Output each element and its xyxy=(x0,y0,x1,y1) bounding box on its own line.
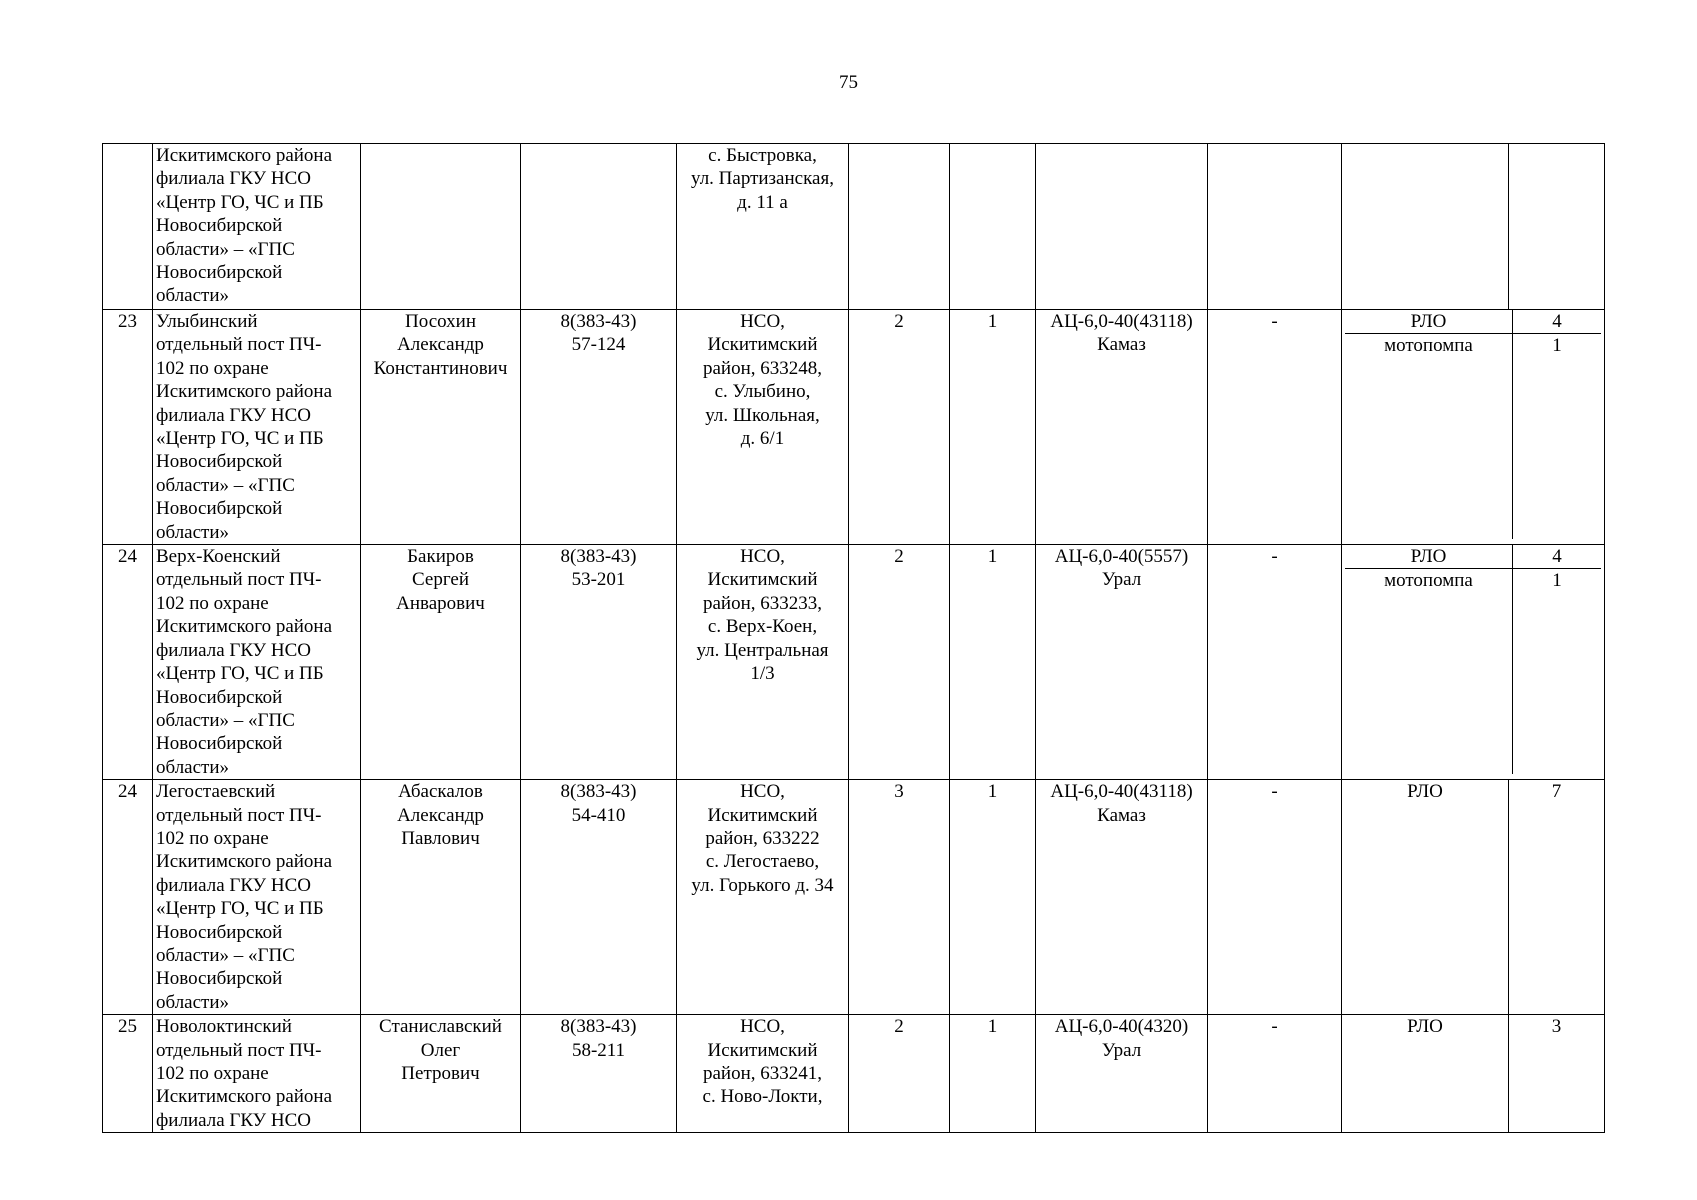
cell-phone: 8(383-43) 58-211 xyxy=(521,1015,677,1133)
cell-head: Абаскалов Александр Павлович xyxy=(361,780,521,1015)
cell-count-a: 2 xyxy=(849,1015,950,1133)
cell-equipment-group xyxy=(1342,545,1605,780)
cell-vehicle: АЦ-6,0-40(5557) Урал xyxy=(1036,545,1208,780)
cell-address: НСО, Искитимский район, 633248, с. Улыбино, ул. Школьная, д. 6/1 xyxy=(677,310,849,545)
equipment-item: мотопомпа xyxy=(1384,335,1473,357)
cell-address: НСО, Искитимский район, 633222 с. Легостаево, ул. Горького д. 34 xyxy=(677,780,849,1015)
cell-unit-name: Верх-Коенский отдельный пост ПЧ- 102 по охране Искитимского района филиала ГКУ НСО «Центр ГО, ЧС и ПБ Новосибирской области» – «ГПС Новосибирской области» xyxy=(153,545,361,780)
cell-unit-name: Легостаевский отдельный пост ПЧ- 102 по охране Искитимского района филиала ГКУ НСО «Центр ГО, ЧС и ПБ Новосибирской области» – «ГПС Новосибирской области» xyxy=(153,780,361,1015)
table-row xyxy=(103,1015,1605,1133)
cell-phone: 8(383-43) 53-201 xyxy=(521,545,677,780)
cell-reserve: - xyxy=(1208,310,1342,545)
cell-phone xyxy=(521,144,677,310)
cell-vehicle xyxy=(1036,144,1208,310)
fire-posts-table xyxy=(102,143,1605,1133)
equipment-qty: 1 xyxy=(1552,335,1562,357)
cell-head: Посохин Александр Константинович xyxy=(361,310,521,545)
table-row-continuation xyxy=(103,144,1605,310)
cell-head: Станиславский Олег Петрович xyxy=(361,1015,521,1133)
cell-count-a: 3 xyxy=(849,780,950,1015)
equipment-item: РЛО xyxy=(1345,545,1513,569)
equipment-qty: 4 xyxy=(1513,310,1601,334)
equipment-item: мотопомпа xyxy=(1384,570,1473,592)
cell-reserve: - xyxy=(1208,780,1342,1015)
cell-equipment: РЛО xyxy=(1342,1015,1509,1133)
cell-address: НСО, Искитимский район, 633233, с. Верх-Коен, ул. Центральная 1/3 xyxy=(677,545,849,780)
equipment-item: РЛО xyxy=(1345,310,1513,334)
cell-number: 23 xyxy=(103,310,153,545)
cell-equipment-qty: 7 xyxy=(1509,780,1605,1015)
cell-number: 24 xyxy=(103,545,153,780)
cell-unit-name: Улыбинский отдельный пост ПЧ- 102 по охране Искитимского района филиала ГКУ НСО «Центр ГО, ЧС и ПБ Новосибирской области» – «ГПС Новосибирской области» xyxy=(153,310,361,545)
equipment-qty: 4 xyxy=(1513,545,1601,569)
page-number: 75 xyxy=(839,72,858,93)
cell-equipment-group xyxy=(1342,310,1605,545)
cell-count-a: 2 xyxy=(849,310,950,545)
cell-phone: 8(383-43) 57-124 xyxy=(521,310,677,545)
cell-vehicle: АЦ-6,0-40(4320) Урал xyxy=(1036,1015,1208,1133)
cell-count-b: 1 xyxy=(950,310,1036,545)
cell-reserve: - xyxy=(1208,545,1342,780)
cell-address: с. Быстровка, ул. Партизанская, д. 11 а xyxy=(677,144,849,310)
cell-count-b: 1 xyxy=(950,1015,1036,1133)
cell-vehicle: АЦ-6,0-40(43118) Камаз xyxy=(1036,310,1208,545)
cell-reserve: - xyxy=(1208,1015,1342,1133)
cell-head: Бакиров Сергей Анварович xyxy=(361,545,521,780)
cell-equipment-qty xyxy=(1509,144,1605,310)
cell-unit-name: Новолоктинский отдельный пост ПЧ- 102 по охране Искитимского района филиала ГКУ НСО xyxy=(153,1015,361,1133)
cell-reserve xyxy=(1208,144,1342,310)
cell-count-b: 1 xyxy=(950,780,1036,1015)
cell-head xyxy=(361,144,521,310)
cell-number xyxy=(103,144,153,310)
cell-equipment: РЛО xyxy=(1342,780,1509,1015)
equipment-qty: 1 xyxy=(1552,570,1562,592)
cell-count-a xyxy=(849,144,950,310)
cell-phone: 8(383-43) 54-410 xyxy=(521,780,677,1015)
cell-equipment xyxy=(1342,144,1509,310)
cell-count-b xyxy=(950,144,1036,310)
cell-equipment-qty: 3 xyxy=(1509,1015,1605,1133)
table-row xyxy=(103,545,1605,780)
cell-number: 25 xyxy=(103,1015,153,1133)
cell-number: 24 xyxy=(103,780,153,1015)
cell-address: НСО, Искитимский район, 633241, с. Ново-Локти, xyxy=(677,1015,849,1133)
cell-count-a: 2 xyxy=(849,545,950,780)
cell-vehicle: АЦ-6,0-40(43118) Камаз xyxy=(1036,780,1208,1015)
cell-unit-name: Искитимского района филиала ГКУ НСО «Центр ГО, ЧС и ПБ Новосибирской области» – «ГПС Новосибирской области» xyxy=(153,144,361,310)
table-row xyxy=(103,310,1605,545)
cell-count-b: 1 xyxy=(950,545,1036,780)
table-row xyxy=(103,780,1605,1015)
